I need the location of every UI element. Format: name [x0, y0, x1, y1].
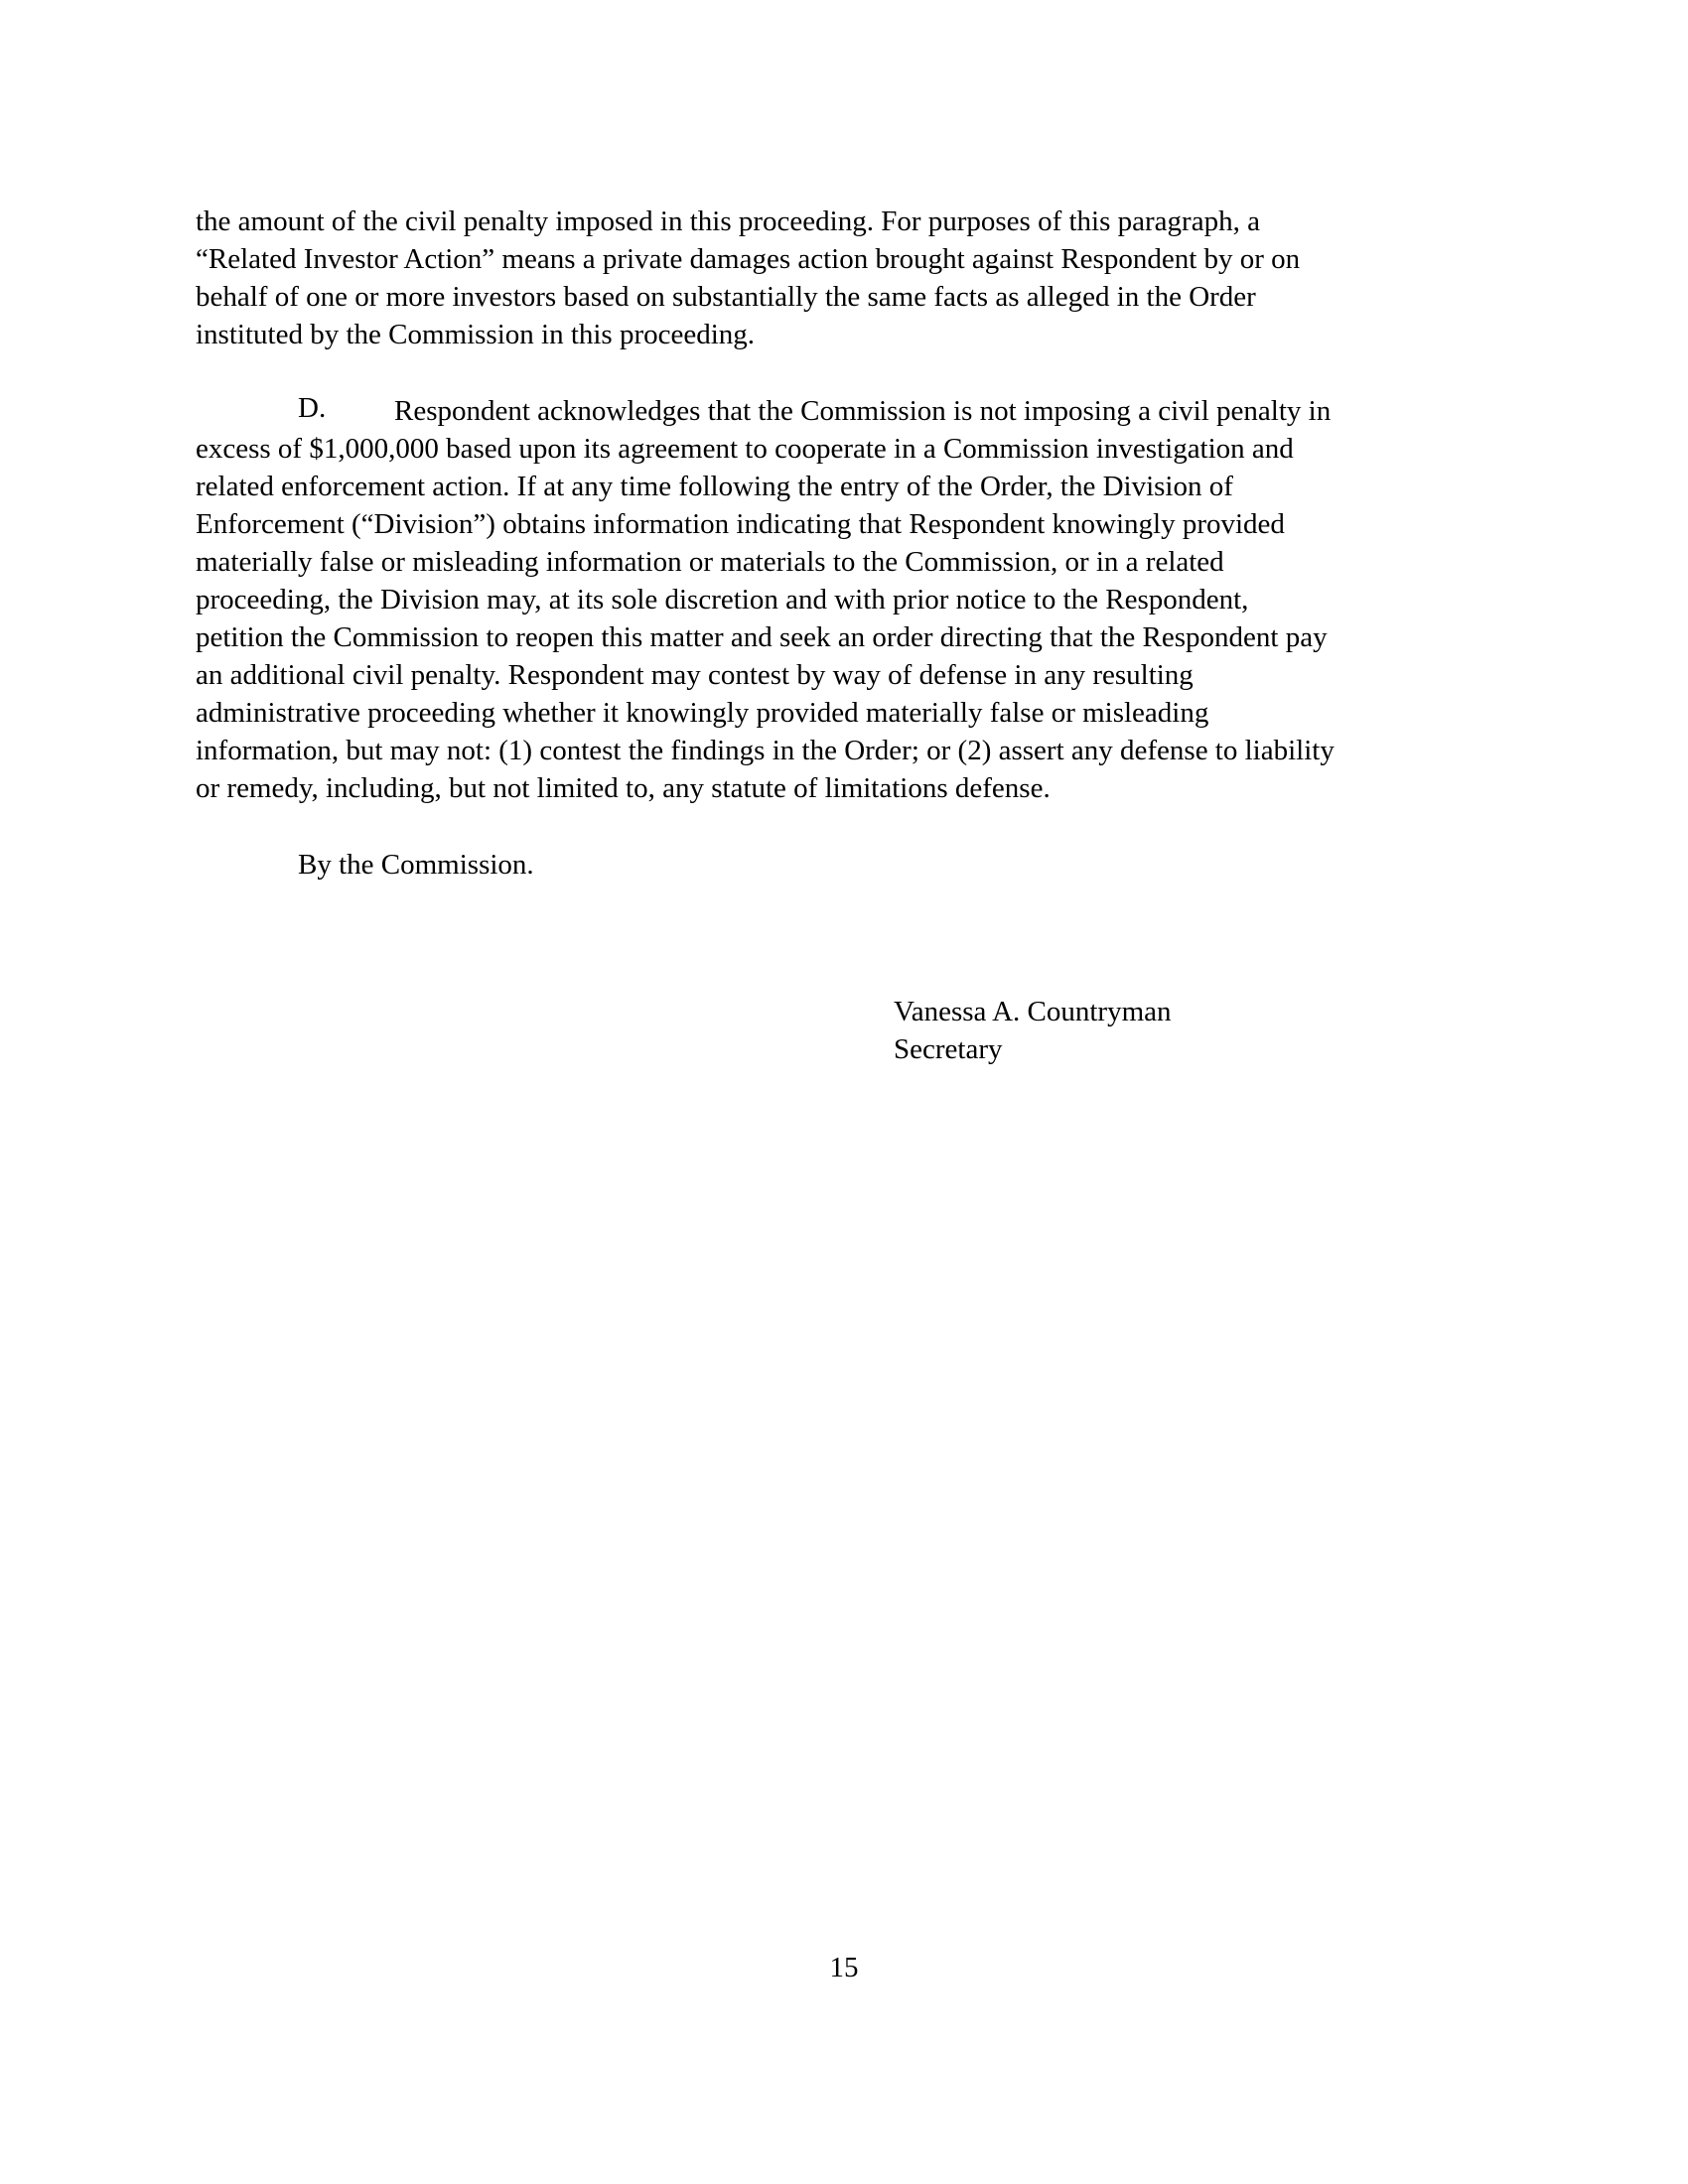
text-line: Enforcement (“Division”) obtains information indicating that Respondent knowingly provided: [196, 508, 1285, 540]
page-number: 15: [829, 1952, 859, 1983]
signatory-name: Vanessa A. Countryman: [894, 996, 1172, 1027]
text-line: information, but may not: (1) contest the findings in the Order; or (2) assert any defense to liability: [196, 735, 1335, 766]
text-line: behalf of one or more investors based on substantially the same facts as alleged in the Order: [196, 281, 1256, 313]
text-line: administrative proceeding whether it knowingly provided materially false or misleading: [196, 697, 1209, 729]
text-line: proceeding, the Division may, at its sole discretion and with prior notice to the Respondent,: [196, 584, 1249, 615]
text-line: the amount of the civil penalty imposed in this proceeding. For purposes of this paragraph, a: [196, 205, 1260, 237]
text-line: an additional civil penalty. Respondent may contest by way of defense in any resulting: [196, 659, 1194, 691]
text-line: or remedy, including, but not limited to, any statute of limitations defense.: [196, 772, 1051, 804]
closing-line: By the Commission.: [298, 849, 534, 881]
text-line: related enforcement action. If at any time following the entry of the Order, the Division of: [196, 471, 1233, 502]
text-line: petition the Commission to reopen this matter and seek an order directing that the Respondent pay: [196, 621, 1328, 653]
paragraph-label: D.: [298, 392, 327, 424]
text-line: instituted by the Commission in this proceeding.: [196, 319, 756, 350]
signatory-title: Secretary: [894, 1033, 1003, 1065]
text-line: excess of $1,000,000 based upon its agreement to cooperate in a Commission investigation and: [196, 433, 1294, 465]
text-line: materially false or misleading information or materials to the Commission, or in a related: [196, 546, 1224, 578]
text-line: “Related Investor Action” means a private damages action brought against Respondent by or on: [196, 243, 1301, 275]
text-line: Respondent acknowledges that the Commission is not imposing a civil penalty in: [394, 395, 1332, 427]
